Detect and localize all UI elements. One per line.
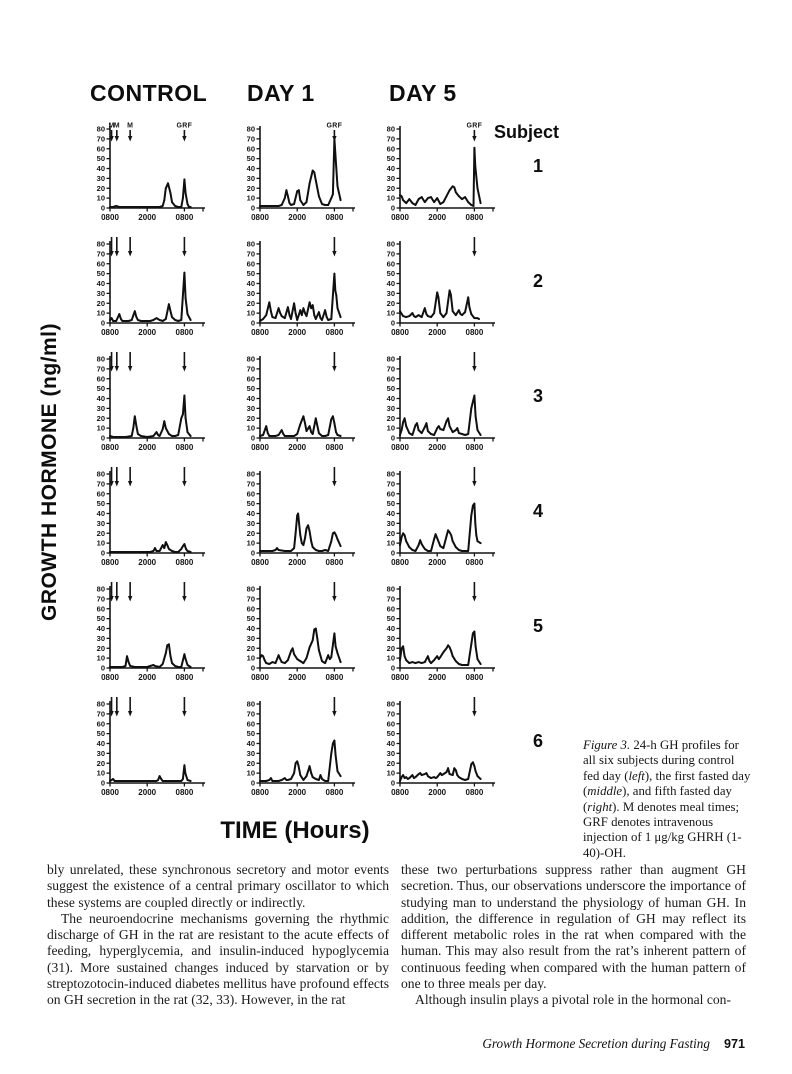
svg-text:60: 60	[246, 374, 255, 384]
svg-text:60: 60	[246, 604, 255, 614]
running-title: Growth Hormone Secretion during Fasting	[482, 1036, 710, 1051]
svg-text:40: 40	[246, 624, 255, 634]
svg-text:0: 0	[100, 203, 105, 213]
svg-text:M: M	[113, 122, 120, 130]
svg-text:20: 20	[96, 183, 105, 193]
svg-text:40: 40	[386, 394, 395, 404]
svg-text:60: 60	[246, 259, 255, 269]
svg-text:70: 70	[246, 249, 255, 259]
svg-text:2000: 2000	[138, 673, 157, 682]
svg-text:30: 30	[246, 403, 255, 413]
svg-text:M: M	[108, 122, 115, 130]
svg-text:0800: 0800	[175, 443, 194, 452]
subject-number-3: 3	[532, 386, 543, 406]
caption-segment: ). M denotes meal times; GRF denotes intravenous injection of 1 μg/kg GHRH (1-40)-OH.	[583, 799, 742, 860]
svg-text:10: 10	[96, 308, 105, 318]
svg-text:20: 20	[246, 298, 255, 308]
gh-chart-subject3-control	[86, 348, 220, 456]
gh-chart-subject5-day5	[376, 578, 510, 686]
svg-text:0: 0	[390, 433, 395, 443]
svg-text:0800: 0800	[465, 788, 484, 797]
svg-text:0: 0	[390, 203, 395, 213]
svg-text:30: 30	[96, 748, 105, 758]
svg-text:0800: 0800	[325, 443, 344, 452]
subject-number-4: 4	[532, 501, 543, 521]
svg-text:20: 20	[386, 758, 395, 768]
svg-text:50: 50	[96, 269, 105, 279]
svg-text:10: 10	[246, 193, 255, 203]
svg-text:2000: 2000	[138, 213, 157, 222]
paragraph: The neuroendocrine mechanisms governing the rhythmic discharge of GH in the rat are resistant to the acute effects of feeding, hyperglycemia, and insulin-induced hypoglycemia (31). More sustained changes induced by starvation or by streptozotocin-induced diabetes mellitus have profound effects on GH secretion in the rat (32, 33). However, in the rat	[47, 910, 389, 1008]
svg-text:60: 60	[246, 489, 255, 499]
body-column-right	[401, 862, 746, 1009]
column-header-control: CONTROL	[90, 80, 208, 106]
svg-text:50: 50	[96, 729, 105, 739]
svg-text:0: 0	[100, 433, 105, 443]
svg-text:50: 50	[386, 614, 395, 624]
svg-text:0800: 0800	[101, 328, 119, 337]
gh-chart-subject5-day1	[236, 578, 370, 686]
svg-text:2000: 2000	[288, 443, 307, 452]
svg-text:50: 50	[246, 614, 255, 624]
gh-chart-subject6-control	[86, 693, 220, 801]
svg-text:0800: 0800	[325, 558, 344, 567]
gh-chart-subject4-control	[86, 463, 220, 571]
svg-text:60: 60	[246, 719, 255, 729]
svg-text:80: 80	[96, 699, 105, 709]
svg-text:60: 60	[386, 374, 395, 384]
svg-text:80: 80	[386, 239, 395, 249]
svg-text:0800: 0800	[465, 558, 484, 567]
svg-text:50: 50	[386, 154, 395, 164]
svg-text:2000: 2000	[138, 443, 157, 452]
svg-text:10: 10	[246, 308, 255, 318]
svg-text:60: 60	[96, 144, 105, 154]
svg-text:0800: 0800	[465, 328, 484, 337]
svg-text:0800: 0800	[391, 673, 409, 682]
svg-text:0800: 0800	[251, 443, 269, 452]
svg-text:30: 30	[246, 518, 255, 528]
svg-text:60: 60	[96, 259, 105, 269]
svg-text:2000: 2000	[288, 558, 307, 567]
svg-text:0800: 0800	[101, 213, 119, 222]
svg-text:10: 10	[246, 538, 255, 548]
svg-text:10: 10	[96, 538, 105, 548]
svg-text:30: 30	[246, 748, 255, 758]
svg-text:0800: 0800	[251, 213, 269, 222]
paragraph: Although insulin plays a pivotal role in the hormonal con-	[415, 992, 732, 1008]
svg-text:50: 50	[386, 499, 395, 509]
svg-text:2000: 2000	[138, 558, 157, 567]
svg-text:0800: 0800	[325, 213, 344, 222]
svg-text:0800: 0800	[465, 213, 484, 222]
svg-text:0800: 0800	[465, 673, 484, 682]
svg-text:80: 80	[246, 469, 255, 479]
svg-text:2000: 2000	[428, 788, 447, 797]
svg-text:0: 0	[390, 663, 395, 673]
svg-text:50: 50	[96, 614, 105, 624]
column-header-day5: DAY 5	[389, 80, 457, 106]
svg-text:10: 10	[246, 653, 255, 663]
svg-text:10: 10	[386, 768, 395, 778]
gh-chart-subject3-day5	[376, 348, 510, 456]
svg-text:30: 30	[386, 748, 395, 758]
svg-text:GRF: GRF	[176, 122, 193, 130]
gh-chart-subject4-day5	[376, 463, 510, 571]
svg-text:20: 20	[96, 643, 105, 653]
svg-text:40: 40	[386, 509, 395, 519]
svg-text:40: 40	[246, 739, 255, 749]
svg-text:50: 50	[246, 269, 255, 279]
svg-text:40: 40	[96, 739, 105, 749]
paragraph: these two perturbations suppress rather than augment GH secretion. Thus, our observations underscore the importance of studying man to understand the physiology of human GH. In addition, the difference in regulation of GH may reflect its different metabolic roles in the rat when compared with the human. This may also result from the rat’s inherent pattern of continuous feeding when compared with the human pattern of one to three meals per day.	[401, 862, 746, 992]
svg-text:0: 0	[100, 548, 105, 558]
svg-text:50: 50	[246, 154, 255, 164]
svg-text:30: 30	[246, 173, 255, 183]
svg-text:0800: 0800	[175, 788, 194, 797]
svg-text:2000: 2000	[428, 443, 447, 452]
svg-text:0: 0	[250, 203, 255, 213]
svg-text:20: 20	[96, 413, 105, 423]
svg-text:2000: 2000	[288, 328, 307, 337]
svg-text:40: 40	[386, 739, 395, 749]
svg-text:30: 30	[386, 173, 395, 183]
svg-text:0800: 0800	[391, 788, 409, 797]
svg-text:60: 60	[386, 604, 395, 614]
svg-text:70: 70	[246, 594, 255, 604]
svg-text:80: 80	[386, 354, 395, 364]
subject-number-1: 1	[532, 156, 543, 176]
svg-text:40: 40	[246, 509, 255, 519]
svg-text:70: 70	[246, 134, 255, 144]
svg-text:50: 50	[246, 729, 255, 739]
svg-text:30: 30	[386, 288, 395, 298]
svg-text:20: 20	[96, 528, 105, 538]
svg-text:0: 0	[390, 778, 395, 788]
subject-number-2: 2	[532, 271, 543, 291]
svg-text:30: 30	[386, 403, 395, 413]
svg-text:60: 60	[386, 144, 395, 154]
svg-text:0800: 0800	[391, 213, 409, 222]
svg-text:10: 10	[246, 423, 255, 433]
svg-text:20: 20	[386, 413, 395, 423]
svg-text:40: 40	[386, 164, 395, 174]
svg-text:2000: 2000	[428, 328, 447, 337]
svg-text:20: 20	[96, 758, 105, 768]
subject-column-header: Subject	[494, 122, 560, 142]
caption-segment-italic: Figure 3.	[583, 738, 631, 752]
svg-text:20: 20	[246, 413, 255, 423]
caption-segment: ), the first fasted day (	[583, 768, 751, 799]
svg-text:0: 0	[100, 318, 105, 328]
svg-text:60: 60	[386, 719, 395, 729]
svg-text:60: 60	[386, 489, 395, 499]
svg-text:40: 40	[246, 394, 255, 404]
svg-text:10: 10	[386, 423, 395, 433]
svg-text:40: 40	[96, 164, 105, 174]
svg-text:80: 80	[96, 469, 105, 479]
caption-segment-italic: middle	[587, 784, 623, 799]
subject-number-6: 6	[532, 731, 543, 751]
svg-text:70: 70	[386, 249, 395, 259]
svg-text:0: 0	[390, 318, 395, 328]
svg-text:20: 20	[246, 758, 255, 768]
svg-text:0: 0	[250, 433, 255, 443]
svg-text:0800: 0800	[175, 673, 194, 682]
svg-text:50: 50	[246, 384, 255, 394]
svg-text:60: 60	[96, 719, 105, 729]
svg-text:40: 40	[246, 164, 255, 174]
svg-text:0800: 0800	[391, 443, 409, 452]
gh-chart-subject2-day5	[376, 233, 510, 341]
svg-text:10: 10	[386, 653, 395, 663]
svg-text:80: 80	[246, 354, 255, 364]
svg-text:30: 30	[96, 173, 105, 183]
svg-text:0800: 0800	[251, 558, 269, 567]
svg-text:0: 0	[100, 663, 105, 673]
svg-text:2000: 2000	[288, 673, 307, 682]
svg-text:70: 70	[246, 479, 255, 489]
svg-text:70: 70	[246, 364, 255, 374]
gh-chart-subject1-day1	[236, 118, 370, 226]
svg-text:0800: 0800	[391, 328, 409, 337]
svg-text:0800: 0800	[101, 788, 119, 797]
svg-text:0800: 0800	[251, 788, 269, 797]
svg-text:70: 70	[246, 709, 255, 719]
gh-chart-subject2-day1	[236, 233, 370, 341]
svg-text:0: 0	[100, 778, 105, 788]
svg-text:40: 40	[96, 509, 105, 519]
svg-text:30: 30	[246, 288, 255, 298]
svg-text:0800: 0800	[175, 213, 194, 222]
svg-text:0: 0	[390, 548, 395, 558]
svg-text:60: 60	[96, 604, 105, 614]
svg-text:0800: 0800	[101, 558, 119, 567]
svg-text:0800: 0800	[251, 328, 269, 337]
svg-text:2000: 2000	[428, 213, 447, 222]
svg-text:10: 10	[96, 768, 105, 778]
svg-text:80: 80	[386, 469, 395, 479]
svg-text:40: 40	[386, 624, 395, 634]
svg-text:0: 0	[250, 548, 255, 558]
svg-text:60: 60	[246, 144, 255, 154]
svg-text:40: 40	[96, 624, 105, 634]
column-header-day1: DAY 1	[247, 80, 315, 106]
svg-text:60: 60	[96, 489, 105, 499]
caption-segment-italic: right	[587, 799, 613, 814]
svg-text:40: 40	[96, 394, 105, 404]
gh-chart-subject6-day5	[376, 693, 510, 801]
svg-text:50: 50	[386, 384, 395, 394]
page-footer	[482, 1036, 745, 1052]
svg-text:50: 50	[386, 269, 395, 279]
svg-text:30: 30	[96, 403, 105, 413]
svg-text:80: 80	[96, 584, 105, 594]
svg-text:60: 60	[96, 374, 105, 384]
svg-text:70: 70	[386, 479, 395, 489]
svg-text:0800: 0800	[325, 788, 344, 797]
svg-text:50: 50	[96, 154, 105, 164]
svg-text:20: 20	[386, 528, 395, 538]
svg-text:20: 20	[246, 183, 255, 193]
svg-text:70: 70	[96, 364, 105, 374]
svg-text:30: 30	[386, 633, 395, 643]
gh-chart-subject2-control	[86, 233, 220, 341]
svg-text:0800: 0800	[175, 558, 194, 567]
gh-chart-subject1-control	[86, 118, 220, 226]
svg-text:0: 0	[250, 318, 255, 328]
paragraph: bly unrelated, these synchronous secretory and motor events suggest the existence of a central primary oscillator to which these systems are coupled directly or indirectly.	[47, 862, 389, 910]
svg-text:2000: 2000	[428, 558, 447, 567]
gh-chart-subject5-control	[86, 578, 220, 686]
svg-text:0800: 0800	[101, 443, 119, 452]
svg-text:20: 20	[246, 643, 255, 653]
svg-text:80: 80	[246, 699, 255, 709]
svg-text:20: 20	[386, 298, 395, 308]
svg-text:2000: 2000	[138, 328, 157, 337]
svg-text:80: 80	[386, 699, 395, 709]
svg-text:0: 0	[250, 778, 255, 788]
svg-text:30: 30	[96, 633, 105, 643]
svg-text:0800: 0800	[325, 328, 344, 337]
svg-text:40: 40	[386, 279, 395, 289]
svg-text:80: 80	[96, 124, 105, 134]
svg-text:10: 10	[96, 423, 105, 433]
svg-text:70: 70	[96, 594, 105, 604]
svg-text:70: 70	[96, 249, 105, 259]
svg-text:10: 10	[386, 538, 395, 548]
svg-text:70: 70	[96, 709, 105, 719]
y-axis-label: GROWTH HORMONE (ng/ml)	[38, 323, 61, 621]
svg-text:0800: 0800	[175, 328, 194, 337]
svg-text:30: 30	[246, 633, 255, 643]
figure-caption	[583, 738, 751, 861]
svg-text:70: 70	[96, 134, 105, 144]
svg-text:80: 80	[386, 124, 395, 134]
svg-text:80: 80	[96, 354, 105, 364]
svg-text:GRF: GRF	[466, 122, 483, 130]
svg-text:20: 20	[96, 298, 105, 308]
svg-text:80: 80	[386, 584, 395, 594]
svg-text:50: 50	[386, 729, 395, 739]
svg-text:80: 80	[96, 239, 105, 249]
svg-text:10: 10	[386, 193, 395, 203]
svg-text:50: 50	[246, 499, 255, 509]
svg-text:0: 0	[250, 663, 255, 673]
svg-text:70: 70	[96, 479, 105, 489]
svg-text:70: 70	[386, 709, 395, 719]
gh-chart-subject6-day1	[236, 693, 370, 801]
svg-text:70: 70	[386, 594, 395, 604]
svg-text:2000: 2000	[288, 213, 307, 222]
caption-segment: ), and fifth fasted day (	[583, 784, 732, 814]
svg-text:30: 30	[96, 288, 105, 298]
page-number: 971	[723, 1037, 745, 1051]
gh-chart-subject3-day1	[236, 348, 370, 456]
svg-text:40: 40	[96, 279, 105, 289]
svg-text:0800: 0800	[325, 673, 344, 682]
svg-text:80: 80	[246, 239, 255, 249]
svg-text:10: 10	[96, 653, 105, 663]
svg-text:80: 80	[246, 584, 255, 594]
svg-text:30: 30	[96, 518, 105, 528]
svg-text:10: 10	[246, 768, 255, 778]
subject-number-5: 5	[532, 616, 543, 636]
svg-text:70: 70	[386, 364, 395, 374]
svg-text:2000: 2000	[288, 788, 307, 797]
svg-text:20: 20	[246, 528, 255, 538]
svg-text:80: 80	[246, 124, 255, 134]
svg-text:2000: 2000	[428, 673, 447, 682]
svg-text:70: 70	[386, 134, 395, 144]
svg-text:60: 60	[386, 259, 395, 269]
body-column-left	[47, 862, 389, 1009]
caption-segment: 24-h GH profiles for all six subjects during control fed day (	[583, 738, 739, 783]
svg-text:20: 20	[386, 183, 395, 193]
svg-text:10: 10	[386, 308, 395, 318]
svg-text:0800: 0800	[251, 673, 269, 682]
svg-text:20: 20	[386, 643, 395, 653]
svg-text:50: 50	[96, 499, 105, 509]
svg-text:2000: 2000	[138, 788, 157, 797]
x-axis-label: TIME (Hours)	[220, 817, 370, 844]
svg-text:0800: 0800	[391, 558, 409, 567]
caption-segment-italic: left	[628, 768, 645, 783]
gh-chart-subject4-day1	[236, 463, 370, 571]
svg-text:0800: 0800	[101, 673, 119, 682]
svg-text:GRF: GRF	[326, 122, 343, 130]
svg-text:50: 50	[96, 384, 105, 394]
svg-text:0800: 0800	[465, 443, 484, 452]
svg-text:40: 40	[246, 279, 255, 289]
gh-chart-subject1-day5	[376, 118, 510, 226]
svg-text:30: 30	[386, 518, 395, 528]
svg-text:10: 10	[96, 193, 105, 203]
svg-text:M: M	[127, 122, 134, 130]
